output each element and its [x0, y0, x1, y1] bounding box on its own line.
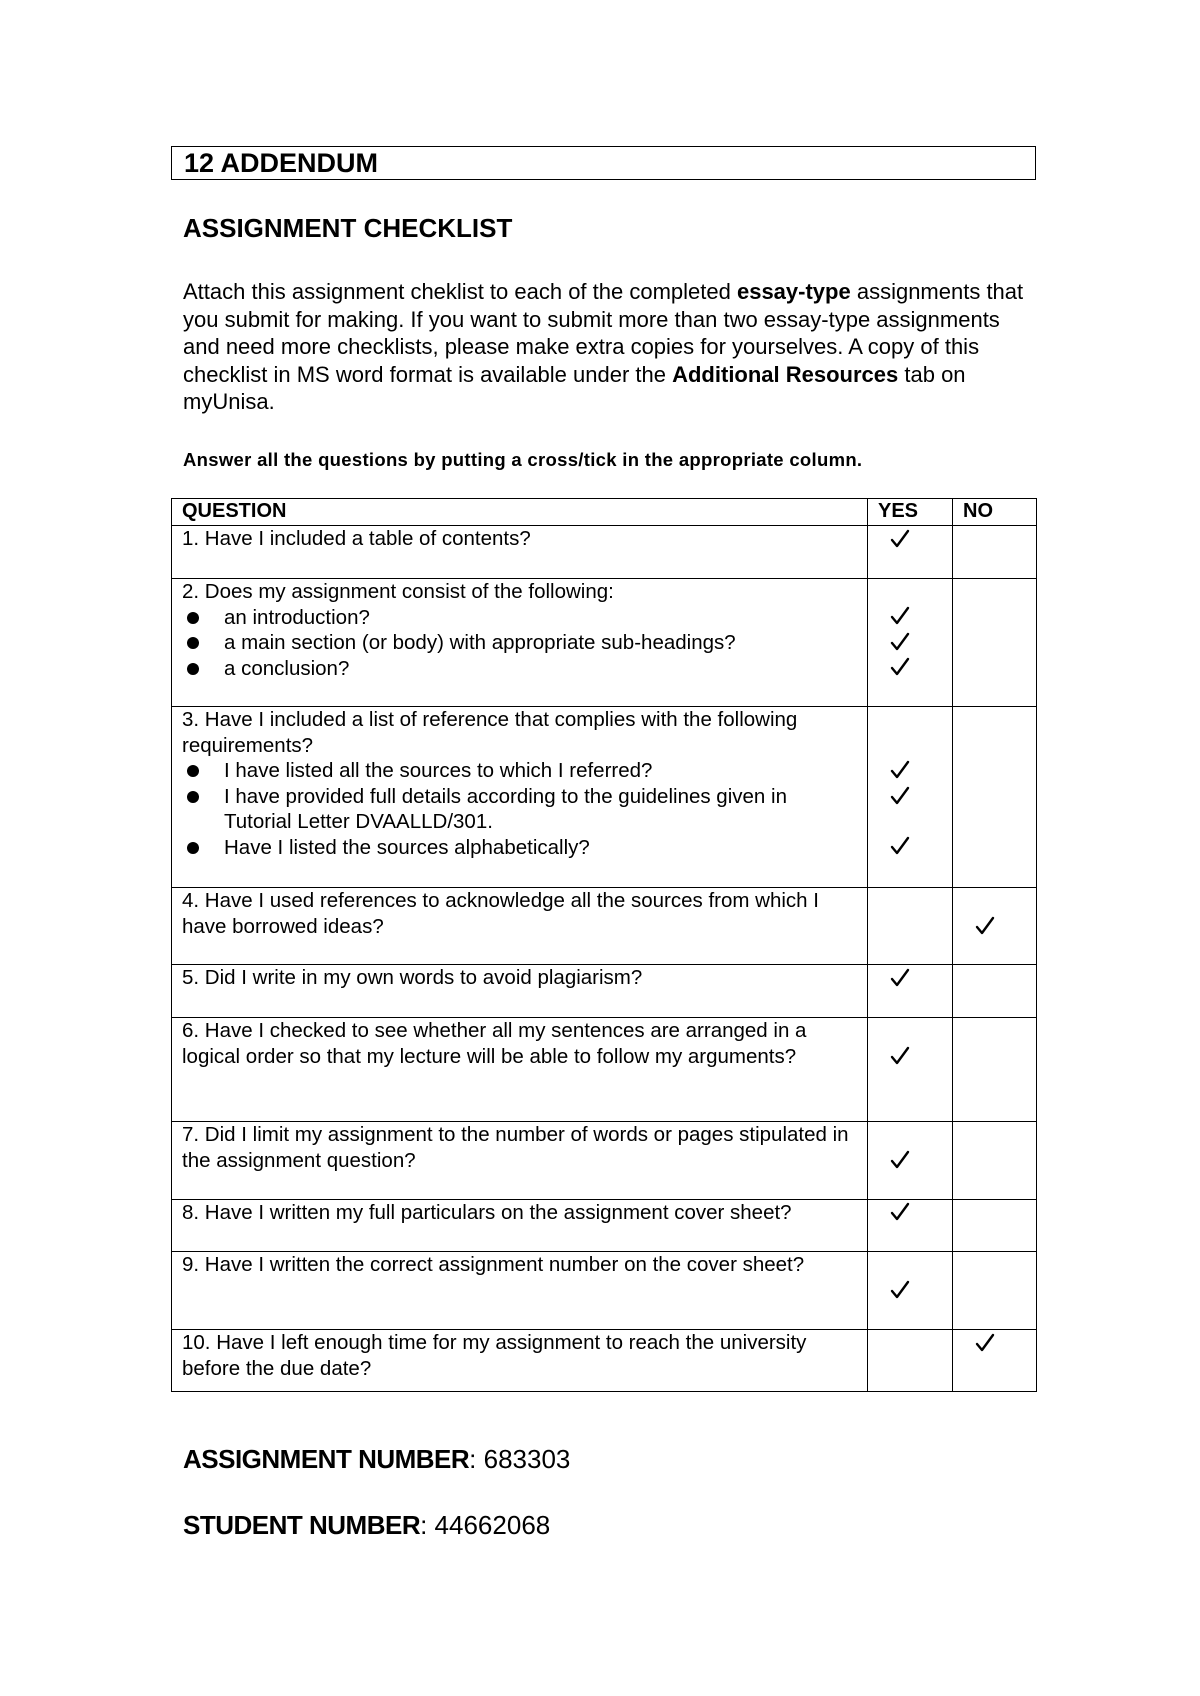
yes-cell[interactable]: [868, 579, 953, 707]
no-cell[interactable]: [953, 1200, 1037, 1252]
yes-cell[interactable]: [868, 1018, 953, 1122]
sub-item: a conclusion?: [182, 656, 857, 682]
table-row: [172, 707, 1037, 888]
table-row: [172, 579, 1037, 707]
no-cell[interactable]: [953, 1122, 1037, 1200]
question-text: 8. Have I written my full particulars on the assignment cover sheet?: [182, 1201, 792, 1224]
intro-text-2: assignments that you submit for making. If you want to submit more than two essay-type assignments and need more checklists, please make extra copies for yourselves. A copy of this checklist in MS word format is available under the: [183, 279, 1024, 387]
table-row: [172, 1018, 1037, 1122]
sub-item: I have provided full details according to the guidelines given in Tutorial Letter DVAALLD/301.: [182, 784, 857, 835]
intro-bold-essay-type: essay-type: [736, 279, 851, 304]
table-header-row: [172, 499, 1037, 526]
header-yes: YES: [868, 499, 953, 526]
checkmark-icon: [889, 656, 911, 678]
yes-cell[interactable]: [868, 526, 953, 579]
instruction-text: Answer all the questions by putting a cross/tick in the appropriate column.: [183, 449, 863, 470]
question-cell: [172, 888, 868, 965]
table-row: [172, 1252, 1037, 1330]
question-text: 6. Have I checked to see whether all my sentences are arranged in a logical order so that my lecture will be able to follow my arguments?: [182, 1019, 807, 1068]
sub-item: I have listed all the sources to which I referred?: [182, 758, 857, 784]
sub-item: an introduction?: [182, 605, 857, 631]
checkmark-icon: [974, 1332, 996, 1354]
no-cell[interactable]: [953, 965, 1037, 1018]
question-text: 7. Did I limit my assignment to the number of words or pages stipulated in the assignment question?: [182, 1123, 849, 1172]
yes-cell[interactable]: [868, 1330, 953, 1392]
yes-cell[interactable]: [868, 1252, 953, 1330]
checkmark-icon: [974, 915, 996, 937]
intro-text-1: Attach this assignment cheklist to each of the completed: [183, 279, 737, 304]
student-number-line: [183, 1510, 550, 1541]
question-cell: [172, 1018, 868, 1122]
intro-bold-additional-resources: Additional Resources: [672, 361, 899, 387]
table-row: [172, 965, 1037, 1018]
question-cell: [172, 1330, 868, 1392]
table-row: [172, 526, 1037, 579]
checkmark-icon: [889, 1149, 911, 1171]
question-cell: [172, 707, 868, 888]
question-text: 5. Did I write in my own words to avoid plagiarism?: [182, 966, 643, 989]
no-cell[interactable]: [953, 526, 1037, 579]
no-cell[interactable]: [953, 1252, 1037, 1330]
checkmark-icon: [889, 631, 911, 653]
question-text: 1. Have I included a table of contents?: [182, 527, 531, 550]
question-text: 2. Does my assignment consist of the following:: [182, 580, 614, 603]
checklist-table: [171, 498, 1037, 1392]
question-text: 4. Have I used references to acknowledge all the sources from which I have borrowed ideas?: [182, 889, 819, 938]
no-cell[interactable]: [953, 707, 1037, 888]
assignment-number-line: [183, 1444, 570, 1475]
question-cell: [172, 1200, 868, 1252]
section-title: 12 ADDENDUM: [171, 146, 1036, 180]
table-row: [172, 1330, 1037, 1392]
header-no: NO: [953, 499, 1037, 526]
table-row: [172, 888, 1037, 965]
header-question: QUESTION: [172, 499, 868, 526]
question-cell: [172, 965, 868, 1018]
yes-cell[interactable]: [868, 888, 953, 965]
question-text: 10. Have I left enough time for my assignment to reach the university before the due date?: [182, 1331, 807, 1380]
intro-text-3: tab on myUnisa.: [183, 361, 966, 415]
sub-item-list: [182, 605, 857, 682]
question-cell: [172, 1252, 868, 1330]
checkmark-icon: [889, 967, 911, 989]
question-cell: [172, 579, 868, 707]
intro-paragraph: [183, 278, 1033, 416]
question-cell: [172, 526, 868, 579]
checkmark-icon: [889, 785, 911, 807]
question-cell: [172, 1122, 868, 1200]
no-cell[interactable]: [953, 888, 1037, 965]
checkmark-icon: [889, 1201, 911, 1223]
checkmark-icon: [889, 605, 911, 627]
page-heading: ASSIGNMENT CHECKLIST: [183, 213, 513, 243]
yes-cell[interactable]: [868, 1200, 953, 1252]
yes-cell[interactable]: [868, 707, 953, 888]
student-number-label: STUDENT NUMBER: [183, 1510, 421, 1540]
checkmark-icon: [889, 528, 911, 550]
no-cell[interactable]: [953, 1330, 1037, 1392]
sub-item: Have I listed the sources alphabetically?: [182, 835, 857, 861]
sub-item: a main section (or body) with appropriate sub-headings?: [182, 630, 857, 656]
student-number-value: : 44662068: [420, 1510, 551, 1540]
table-row: [172, 1200, 1037, 1252]
yes-cell[interactable]: [868, 965, 953, 1018]
assignment-number-label: ASSIGNMENT NUMBER: [183, 1444, 470, 1474]
table-row: [172, 1122, 1037, 1200]
checkmark-icon: [889, 1045, 911, 1067]
checkmark-icon: [889, 1279, 911, 1301]
assignment-number-value: : 683303: [469, 1444, 571, 1474]
checkmark-icon: [889, 759, 911, 781]
question-text: 3. Have I included a list of reference that complies with the following requirements?: [182, 708, 798, 757]
no-cell[interactable]: [953, 1018, 1037, 1122]
yes-cell[interactable]: [868, 1122, 953, 1200]
sub-item-list: [182, 758, 857, 860]
checkmark-icon: [889, 835, 911, 857]
no-cell[interactable]: [953, 579, 1037, 707]
question-text: 9. Have I written the correct assignment number on the cover sheet?: [182, 1253, 805, 1276]
